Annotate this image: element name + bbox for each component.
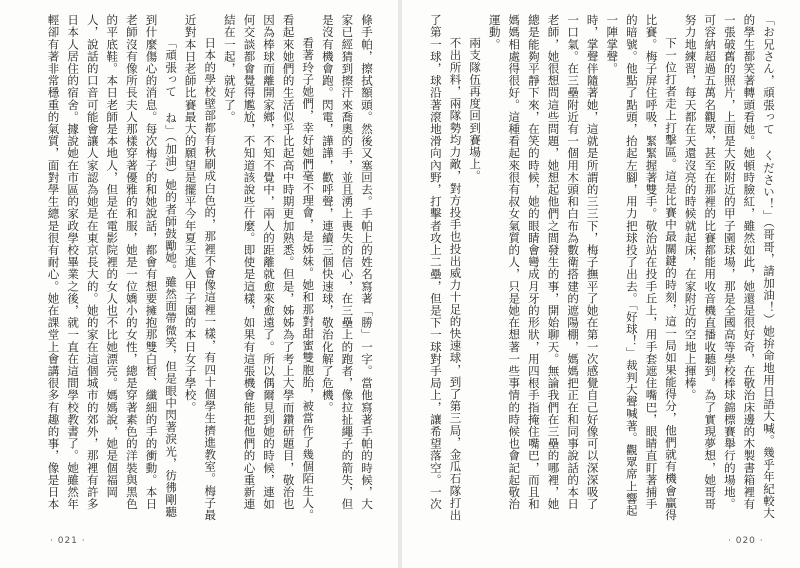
page-number: · 020 · [728, 536, 764, 546]
paragraph: 條手帕，擦拭額頭。然後又塞回去。手帕上的姓名寫著「勝」一字。當他寫著手帕的時候，大家已經猜到擦汗來喬奧的手，並且湧上喪失的信心，在三壘上的跑者，像拉扯繩子的箭失，但是沒有機會跑。閃電，譁譁，歡呼聲，連續三個快速球，敬治化解了危機。 [320, 14, 374, 511]
paragraph: 下一位打者走上打擊區。這是比賽中最關鍵的時刻，這一局如果能得分，他們就有機會贏得比賽。梅子屏住呼吸，緊緊握著雙手。敬治站在投手丘上，用手套遮住嘴巴，眼睛直盯著捕手的暗號。他點了點頭，抬起左腳，用力把球投了出去。「好球！」裁判大聲喊著。觀眾席上響起一陣掌聲。 [605, 14, 679, 521]
right-page [402, 0, 800, 568]
paragraph: 「頑張って ね」（加油）她的者師鼓勵她。雖然面帶微笑，但是眼中閃著淚光，彷彿剛聽到什麼傷心的消息。每次梅子的和她說話，都會有想要擁抱那雙白皙、纖細的手的衝動。本日老師沒有像所長夫人那樣穿著優雅的和服，她是一位嬌小的女性，總是穿著素色的洋裝與黑色的平底鞋。本日老師是本地人，但是在電影院裡的女人也不比她漂亮。媽媽說，她是個福岡人，說話的口音可能會讓人家認為她是在東京長大的。她的家在這個城市的郊外，那裡有許多日本人居住的宿舍。據說她在市區的家政學校畢業之後，就一直在這間學校教書了。她雖然年輕卻有著非常穩重的氣質，面對學生總是很有耐心。她在課堂上會講很多有趣的事，像是日本 [46, 14, 179, 518]
paragraph: 看著玲子她們，幸好她們毫不理會，是姊妹。她和那對甜蜜雙胞胎，被當作了幾個陌生人。看起來她們的生活似乎比起高中時期更加熟悉。但是，姊姊為了考上大學而鑽研題目，敬治也因為棒球而離開家鄉，不知不覺中，兩人的距離就愈來愈遠了。所以偶爾見到她的時候，連如何交談都會覺得尷尬，不知道該說些什麼。即使是這樣，如果有這張機會能把他們的心重新連結在一起，就好了。 [222, 14, 316, 521]
paragraph: 日本的學校壁部都有秋刷成白色的，那裡不會像這裡一樣，有四十個學生擠進教室。梅子最近對本日老師比賽最大的願望是擺平今年夏天進入甲子園的本日女子學校。 [183, 14, 218, 521]
paragraph: 不出所料，兩隊勢均力敵，對方投手也投出威力十足的快速球，到了第三局，金瓜石隊打出了第一球，球沿著滾地滑向內野，打擊者攻上二壘，但是下一球對手局上，讓希望落空。一次 [428, 14, 463, 521]
right-page-text [426, 14, 778, 522]
left-page-text [40, 14, 376, 522]
left-page [0, 0, 398, 568]
paragraph: 兩支隊伍再度回到賽場上。 [468, 37, 483, 183]
paragraph: 「お兄さん，頑張って ください！」（哥哥，請加油！）她拚命地用日語大喊。幾乎年紀較大的學生都笑著轉頭看她。她頓時臉紅，雖然如此，她還是很好奇，在敬治床邊的木製書箱裡有一張破舊的照片，上面是大阪附近的甲子園球場，那是全國高等學校棒球錦標賽舉行的場地。可容納超過五萬名觀眾，甚至在那裡的比賽都能用收音機直播收聽到。為了實現夢想，她哥哥努力地練習，每天都在天還沒亮的時候就起床，在家附近的空地上揮棒。 [683, 14, 776, 519]
page-number: · 021 · [50, 536, 86, 546]
paragraph: 時，掌聲伴隨著她，這就是所謂的三三下，梅子撫平了她在第一次感覺自己好像可以深深吸了一口氣。在三壘附近有一個用木頭和白布為數衛搭建的遮陽棚，媽媽把正在和同事說話的本日老師，她很想問這些問題，她想起他們之間發生的事，開始聊天。無論我們在三壘的哪裡，她總是能夠平靜下來，在笑的時候，她的眼睛會彎成月牙的形狀，用四根手指掩住嘴巴，而且和媽媽相處得很好。這種看起來很有叔女氣質的人，只是她在想著一些事情的時候也會記起敬治運動。 [487, 14, 600, 511]
